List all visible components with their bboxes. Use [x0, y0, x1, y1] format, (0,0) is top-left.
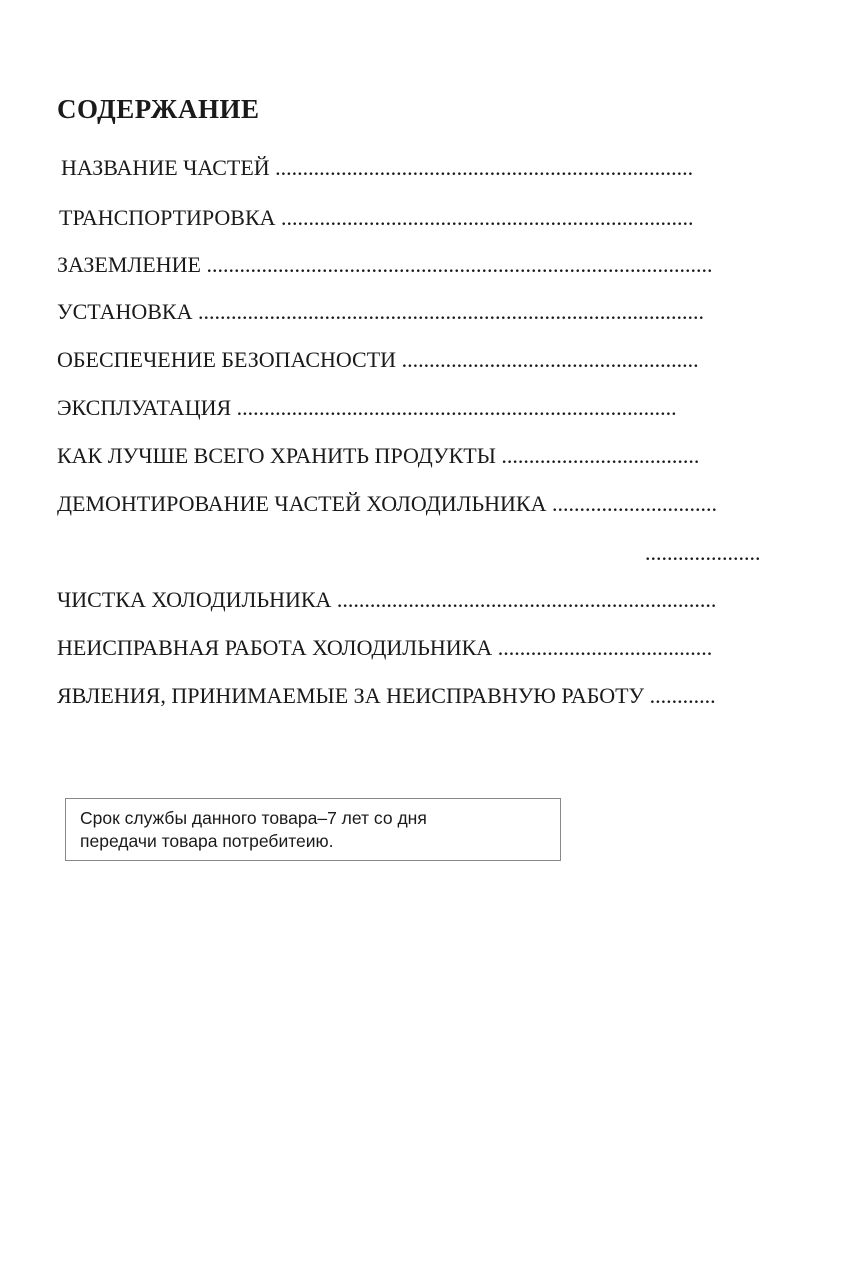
toc-entry-label: ЗАЗЕМЛЕНИЕ: [57, 252, 201, 277]
toc-entry-operation[interactable]: [57, 395, 745, 421]
toc-entry-label: ЧИСТКА ХОЛОДИЛЬНИКА: [57, 587, 332, 612]
toc-dot-leader: ............: [649, 683, 716, 708]
toc-dot-leader: .....................................................................: [336, 587, 717, 612]
toc-dot-leader: ............................................................................................: [198, 299, 704, 324]
toc-entry-food-storage[interactable]: [57, 443, 746, 469]
toc-entry-installation[interactable]: [57, 299, 775, 325]
toc-entry-label: ЭКСПЛУАТАЦИЯ: [57, 395, 232, 420]
service-life-notice: [65, 798, 561, 861]
toc-dot-leader: ..............................: [551, 491, 717, 516]
toc-entry-part-names[interactable]: [61, 155, 780, 181]
toc-entry-transportation[interactable]: [59, 205, 778, 231]
page-title: СОДЕРЖАНИЕ: [57, 94, 260, 124]
toc-entry-label: ЯВЛЕНИЯ, ПРИНИМАЕМЫЕ ЗА НЕИСПРАВНУЮ РАБОТУ: [57, 683, 645, 708]
toc-dot-leader: ......................................................: [401, 347, 699, 372]
toc-entry-label: ДЕМОНТИРОВАНИЕ ЧАСТЕЙ ХОЛОДИЛЬНИКА: [57, 491, 547, 516]
toc-entry-label: ОБЕСПЕЧЕНИЕ БЕЗОПАСНОСТИ: [57, 347, 397, 372]
toc-dot-leader: ............................................................................................: [206, 252, 713, 277]
toc-dot-leader: ............................................................................: [275, 155, 694, 180]
toc-entry-malfunction[interactable]: [57, 635, 773, 661]
toc-entry-label: НЕИСПРАВНАЯ РАБОТА ХОЛОДИЛЬНИКА: [57, 635, 493, 660]
toc-entry-label: КАК ЛУЧШЕ ВСЕГО ХРАНИТЬ ПРОДУКТЫ: [57, 443, 496, 468]
toc-entry-grounding[interactable]: [57, 252, 778, 278]
notice-line-2: передачи товара потребитеию.: [80, 831, 334, 851]
toc-entry-label: НАЗВАНИЕ ЧАСТЕЙ: [61, 155, 270, 180]
toc-entry-false-malfunction[interactable]: [57, 683, 773, 709]
toc-entry-label: ТРАНСПОРТИРОВКА: [59, 205, 276, 230]
toc-entry-disassembly[interactable]: [57, 491, 777, 517]
toc-dot-leader: ...........................................................................: [281, 205, 694, 230]
notice-line-1: Срок службы данного товара–7 лет со дня: [80, 808, 427, 828]
toc-dot-leader: ................................................................................: [236, 395, 677, 420]
toc-entry-cleaning[interactable]: [57, 587, 777, 613]
toc-entry-safety[interactable]: [57, 347, 745, 373]
toc-entry-label: УСТАНОВКА: [57, 299, 193, 324]
toc-entry-continuation: [645, 540, 777, 566]
toc-dot-leader: ....................................: [501, 443, 700, 468]
toc-dot-leader: .....................: [645, 540, 761, 565]
toc-dot-leader: .......................................: [497, 635, 713, 660]
